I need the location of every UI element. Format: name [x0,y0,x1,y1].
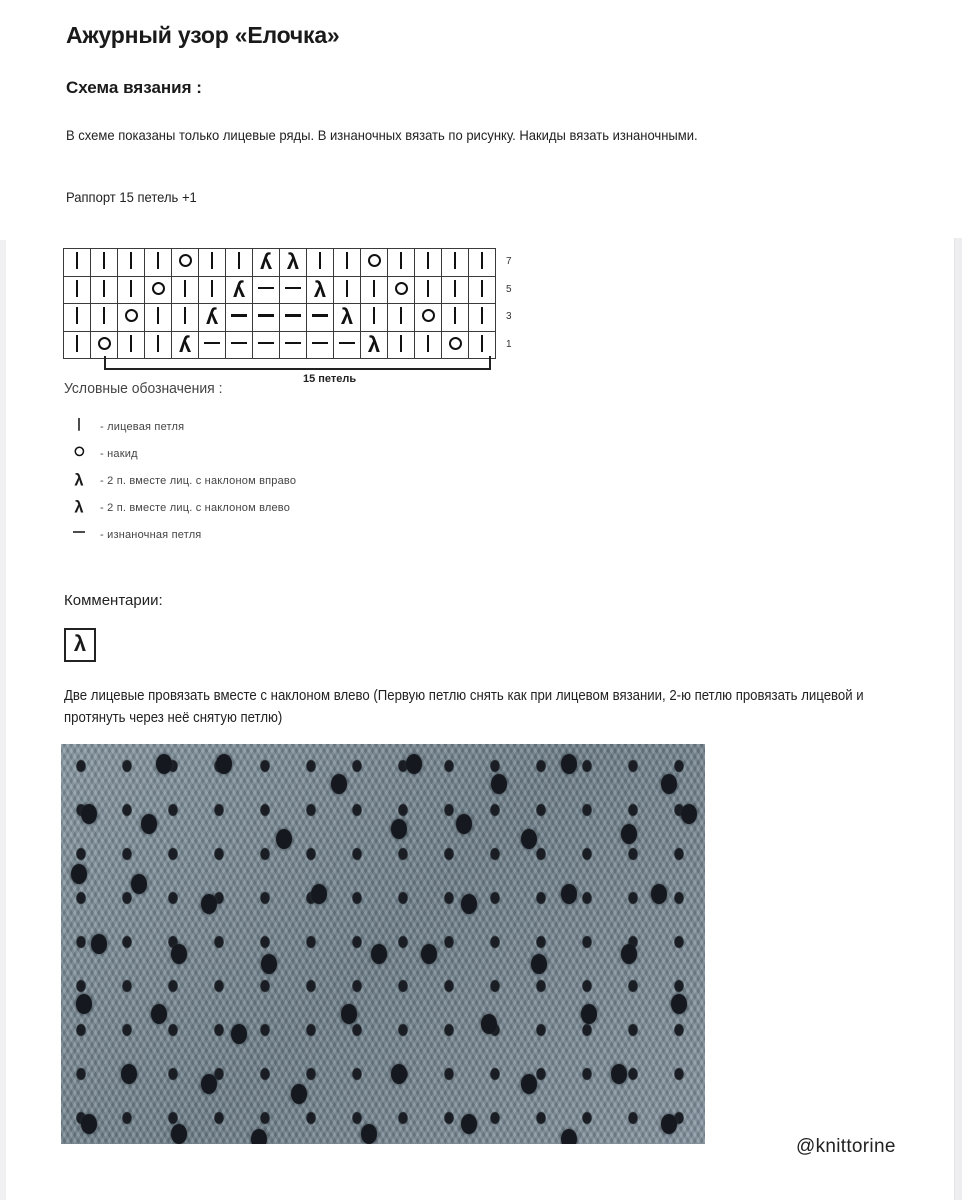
chart-cell [226,331,253,359]
knit-stitch-icon [309,249,331,271]
k2tog-right-icon: λ [205,304,219,330]
eyelet [561,884,577,904]
eyelet [141,814,157,834]
chart-cell [64,276,91,304]
knit-stitch-icon [444,249,466,271]
chart-cell [118,276,145,304]
comments-title: Комментарии: [64,592,163,609]
chart-cell [280,331,307,359]
eyelet [581,1004,597,1024]
chart-cell [280,249,307,277]
chart-cell [172,249,199,277]
chart-cell [145,304,172,332]
eyelet [216,754,232,774]
knit-stitch-icon [93,277,115,299]
chart-cell [334,276,361,304]
chart-cell [469,276,496,304]
eyelet [531,954,547,974]
chart-cell [226,304,253,332]
eyelet [456,814,472,834]
k2tog-right-icon: λ [232,276,246,302]
purl-stitch-icon [71,524,88,541]
purl-stitch-icon [64,521,94,548]
chart-cell [91,304,118,332]
eyelet [421,944,437,964]
chart-cell [118,304,145,332]
knit-stitch-icon [201,249,223,271]
chart-cell [307,331,334,359]
knit-stitch-icon [417,332,439,354]
watermark-handle: @knittorine [796,1136,896,1157]
chart-cell [145,276,172,304]
chart-cell [280,304,307,332]
knit-stitch-icon [66,304,88,326]
chart-cell [91,276,118,304]
legend-text: - изнаночная петля [100,528,202,541]
legend-text: - 2 п. вместе лиц. с наклоном влево [100,501,291,514]
knit-stitch-icon [471,304,493,326]
comment-text: Две лицевые провязать вместе с наклоном влево (Первую петлю снять как при лицевом вязании, 2-ю петлю провязать лицевой и протянуть через неё снятую петлю) [64,688,864,726]
row-number: 3 [506,311,512,322]
intro-text: В схеме показаны только лицевые ряды. В изнаночных вязать по рисунку. Накиды вязать изнаночными. [66,127,698,143]
purl-stitch-icon [255,332,277,354]
chart-cell [145,249,172,277]
eyelet [81,1114,97,1134]
page-edge-left [0,240,6,1200]
knit-stitch-icon [66,332,88,354]
chart-cell [253,304,280,332]
knit-stitch-icon [120,332,142,354]
eyelet [201,1074,217,1094]
repeat-bracket [104,356,491,370]
legend-title: Условные обозначения : [64,380,223,397]
yarn-over-icon [174,249,196,271]
chart-row-1 [64,331,496,359]
eyelet [461,894,477,914]
knit-stitch-icon [390,304,412,326]
knit-stitch-icon [444,277,466,299]
legend-list [64,413,296,548]
chart-row-7 [64,249,496,277]
purl-stitch-icon [255,304,277,326]
legend-text: - лицевая петля [100,420,185,433]
yarn-over-icon [147,277,169,299]
knit-stitch-icon [174,277,196,299]
chart-cell [118,331,145,359]
chart-cell [415,276,442,304]
chart-cell [91,249,118,277]
knit-stitch-icon [363,277,385,299]
chart-cell [172,304,199,332]
chart-cell [172,276,199,304]
repeat-label: 15 петель [303,373,357,385]
chart-cell [442,249,469,277]
purl-stitch-icon [282,332,304,354]
knit-stitch-icon [417,277,439,299]
purl-stitch-icon [336,332,358,354]
chart-cell [199,249,226,277]
knit-stitch-icon [471,249,493,271]
chart-cell [199,304,226,332]
eyelet [131,874,147,894]
chart-cell [334,304,361,332]
chart-cell [469,331,496,359]
legend-item [64,494,296,521]
chart-cell [307,276,334,304]
knit-stitch-icon [147,249,169,271]
knit-stitch-icon [147,332,169,354]
eyelet [461,1114,477,1134]
k2tog-left-icon: λ [73,631,87,656]
eyelet [561,1129,577,1144]
chart-cell [307,249,334,277]
knit-stitch-icon [390,332,412,354]
chart-cell [361,304,388,332]
chart-cell [442,331,469,359]
legend-item [64,413,296,440]
knit-stitch-icon [471,332,493,354]
chart-cell [226,249,253,277]
chart-cell [415,249,442,277]
eyelet [121,1064,137,1084]
eyelet [81,804,97,824]
knit-stitch-icon [66,249,88,271]
chart-cell [64,249,91,277]
chart-cell [361,276,388,304]
knit-stitch-icon [228,249,250,271]
knit-stitch-icon [66,277,88,299]
k2tog-left-icon: λ [74,497,84,516]
section-title-scheme: Схема вязания : [66,78,202,97]
eyelet [156,754,172,774]
chart-cell [145,331,172,359]
eyelet [521,829,537,849]
chart-row-5 [64,276,496,304]
yarn-over-icon [120,304,142,326]
eyelet [371,944,387,964]
chart-cell [64,331,91,359]
eyelet [481,1014,497,1034]
chart-cell [388,331,415,359]
purl-stitch-icon [309,332,331,354]
purl-stitch-icon [201,332,223,354]
eyelet [331,774,347,794]
k2tog-right-icon: λ [178,331,192,357]
eyelet [671,994,687,1014]
chart-cell [388,276,415,304]
eyelet [651,884,667,904]
chart-cell [361,249,388,277]
yarn-over-icon [390,277,412,299]
eyelet [661,774,677,794]
chart-cell [388,249,415,277]
chart-cell [307,304,334,332]
chart-cell [442,276,469,304]
knitted-swatch-photo [61,744,705,1144]
chart-cell [253,276,280,304]
rapport-text: Раппорт 15 петель +1 [66,189,197,205]
chart-cell [469,304,496,332]
legend-text: - 2 п. вместе лиц. с наклоном вправо [100,474,297,487]
k2tog-right-icon: λ [259,249,273,275]
eyelet [491,774,507,794]
knit-stitch-icon [147,304,169,326]
chart-cell [415,304,442,332]
yarn-over-icon [71,443,88,460]
yarn-over-icon [363,249,385,271]
chart-cell [253,249,280,277]
chart-cell [442,304,469,332]
legend-item [64,440,296,467]
purl-stitch-icon [309,304,331,326]
purl-stitch-icon [228,304,250,326]
chart-cell [226,276,253,304]
k2tog-left-icon: λ [286,249,300,275]
eyelet [171,1124,187,1144]
legend-item [64,467,296,494]
page-title: Ажурный узор «Елочка» [66,22,340,48]
page-edge-right [954,238,962,1200]
yarn-over-icon [417,304,439,326]
eyelet [621,944,637,964]
eyelet [391,1064,407,1084]
row-number: 1 [506,338,512,350]
chart-cell [199,276,226,304]
eyelet [276,829,292,849]
chart-cell [280,276,307,304]
eyelet [201,894,217,914]
yarn-over-icon [64,440,94,467]
chart-cell [469,249,496,277]
knit-stitch-icon [120,277,142,299]
eyelet [291,1084,307,1104]
purl-stitch-icon [282,304,304,326]
eyelet [261,954,277,974]
knit-stitch-icon [471,277,493,299]
legend-text: - накид [100,447,138,460]
eyelet [251,1129,267,1144]
k2tog-right-icon: λ [74,470,84,489]
yarn-over-icon [444,332,466,354]
k2tog-left-icon: λ [367,331,381,357]
knit-stitch-icon [336,249,358,271]
chart-row-labels [506,248,512,358]
eyelet [151,1004,167,1024]
legend-item [64,521,296,548]
comment-symbol-box [64,628,96,662]
knit-stitch-icon [93,304,115,326]
eyelet [311,884,327,904]
knitting-chart-grid [63,248,496,359]
eyelet [76,994,92,1014]
eyelet [391,819,407,839]
chart-cell [334,331,361,359]
chart-cell [415,331,442,359]
purl-stitch-icon [282,277,304,299]
chart-cell [64,304,91,332]
knit-stitch-icon [93,249,115,271]
eyelet [681,804,697,824]
knit-stitch-icon [363,304,385,326]
knit-stitch-icon [444,304,466,326]
chart-cell [118,249,145,277]
k2tog-left-icon: λ [313,276,327,302]
eyelet [561,754,577,774]
knit-stitch-icon [417,249,439,271]
chart-row-3 [64,304,496,332]
chart-cell [361,331,388,359]
eyelet [171,944,187,964]
chart-cell [91,331,118,359]
chart-cell [388,304,415,332]
row-number: 5 [506,283,512,295]
chart-cell [199,331,226,359]
chart-cell [334,249,361,277]
purl-stitch-icon [255,277,277,299]
yarn-over-icon [93,332,115,354]
k2tog-right-icon [64,469,94,492]
eyelet [661,1114,677,1134]
knit-stitch-icon [64,413,94,440]
eyelet [406,754,422,774]
row-number: 7 [506,256,512,267]
eyelet [611,1064,627,1084]
eyelet [71,864,87,884]
eyelet [91,934,107,954]
eyelet [341,1004,357,1024]
knit-stitch-icon [390,249,412,271]
knit-stitch-icon [71,416,88,433]
knit-stitch-icon [336,277,358,299]
k2tog-left-icon [64,496,94,519]
knit-stitch-icon [120,249,142,271]
chart-cell [172,331,199,359]
k2tog-left-icon: λ [340,304,354,330]
purl-stitch-icon [228,332,250,354]
eyelet [231,1024,247,1044]
eyelet [521,1074,537,1094]
knit-stitch-icon [201,277,223,299]
eyelet [621,824,637,844]
eyelet [361,1124,377,1144]
chart-cell [253,331,280,359]
knit-stitch-icon [174,304,196,326]
